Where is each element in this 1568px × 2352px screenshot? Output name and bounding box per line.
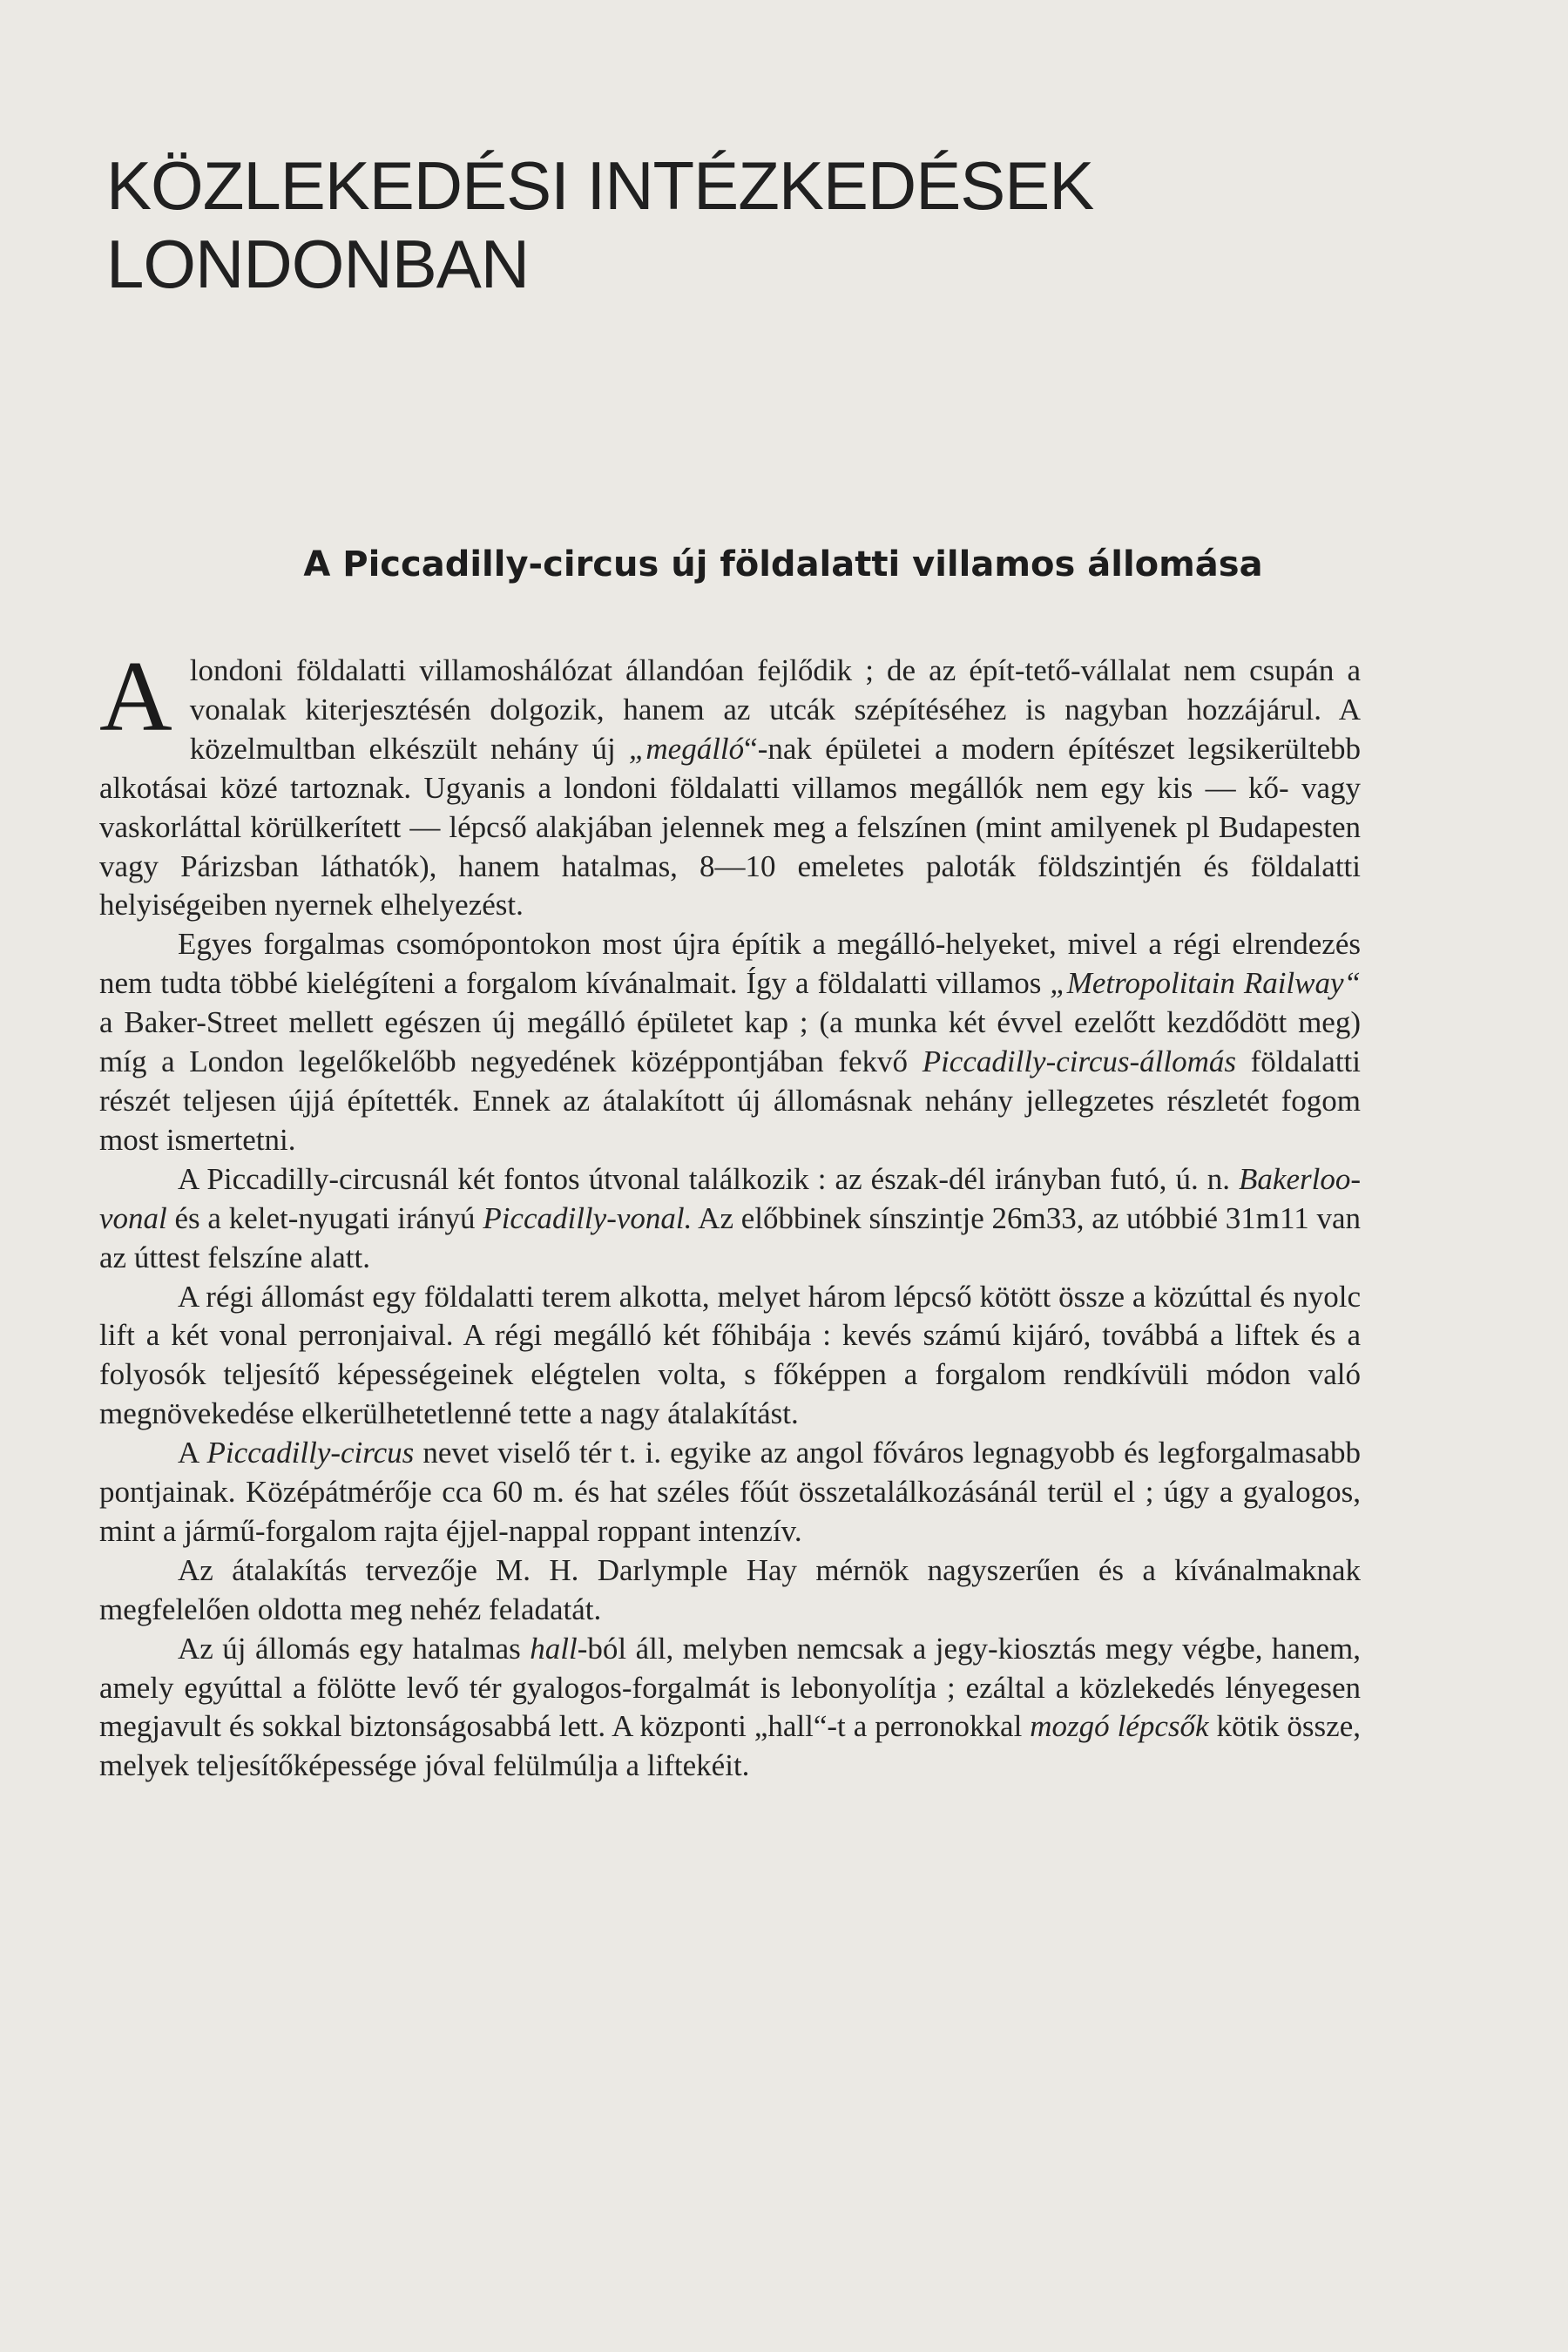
paragraph-1: [99, 641, 1361, 925]
italic-term: mozgó lépcsők: [1030, 1709, 1209, 1744]
paragraph-6: [99, 1551, 1361, 1630]
paragraph-text: -ból áll, melyben nemcsak a jegy-kiosztás megy végbe, hanem, amely egyúttal a fölötte levő tér gyalogos-forgalmát is lebonyolítja ; ezáltal a közlekedés lényegesen megjavult és sokkal biztonságosabbá lett. A központi „hall“-t a perronokkal: [99, 1631, 1361, 1744]
paragraph-text: A: [178, 1436, 207, 1470]
section-title: A Piccadilly-circus új földalatti villamos állomása: [303, 544, 1263, 585]
paragraph-3: [99, 1160, 1361, 1278]
article-title: [106, 146, 1413, 303]
paragraph-text: londoni földalatti villamoshálózat állandóan fejlődik ; de az épít-tető-vállalat nem csupán a vonalak kiterjesztésén dolgozik, hanem az utcák szépítéséhez is nagyban hozzájárul. A közelmultban elkészült nehány új: [189, 653, 1361, 766]
italic-term: Piccadilly-circus: [206, 1436, 415, 1470]
italic-term: Piccadilly-circus-állomás: [922, 1044, 1236, 1079]
italic-term: „Metropolitain Railway“: [1050, 966, 1361, 1001]
article-body: [99, 641, 1361, 1786]
paragraph-text: A Piccadilly-circusnál két fontos útvonal találkozik : az észak-dél irányban futó, ú. n.: [178, 1161, 1240, 1196]
italic-term: Bakerloo-vonal: [99, 1161, 1361, 1235]
paragraph-text: a Baker-Street mellett egészen új megálló épületet kap ; (a munka két évvel ezelőtt kezdődött meg) míg a London legelőkelőbb negyedének középpontjában fekvő: [99, 1005, 1361, 1079]
paragraph-text: nevet viselő tér t. i. egyike az angol főváros legnagyobb és legforgalmasabb pontjainak. Középátmérője cca 60 m. és hat széles főút összetalálkozásánál terül el ; úgy a gyalogos, mint a jármű-forgalom rajta éjjel-nappal roppant intenzív.: [99, 1436, 1361, 1548]
paragraph-text: földalatti részét teljesen újjá építették. Ennek az átalakított új állomásnak nehány jellegzetes részletét fogom most ismertetni.: [99, 1044, 1361, 1157]
paragraph-text: kötik össze, melyek teljesítőképessége jóval felülmúlja a liftekéit.: [99, 1709, 1361, 1783]
paragraph-5: [99, 1434, 1361, 1551]
paragraph-4: [99, 1278, 1361, 1435]
paragraph-2: [99, 925, 1361, 1159]
italic-term: hall: [530, 1631, 578, 1666]
paragraph-text: “-nak épületei a modern építészet legsikerültebb alkotásai közé tartoznak. Ugyanis a londoni földalatti villamos megállók nem egy kis — kő- vagy vaskorláttal körülkerített — lépcső alakjában jelennek meg a felszínen (mint amilyenek pl Budapesten vagy Párizsban láthatók), hanem hatalmas, 8—10 emeletes paloták földszintjén és földalatti helyiségeiben nyernek elhelyezést.: [99, 731, 1361, 923]
italic-term: Piccadilly-vonal.: [483, 1200, 693, 1235]
paragraph-text: Egyes forgalmas csomópontokon most újra építik a megálló-helyeket, mivel a régi elrendezés nem tudta többé kielégíteni a forgalom kívánalmait. Így a földalatti villamos: [99, 927, 1361, 1001]
paragraph-text: Az átalakítás tervezője M. H. Darlymple Hay mérnök nagyszerűen és a kívánalmaknak megfelelően oldotta meg nehéz feladatát.: [99, 1552, 1361, 1626]
article-title-line-2: LONDONBAN: [106, 226, 530, 302]
drop-cap: A: [99, 641, 172, 753]
article-title-line-1: KÖZLEKEDÉSI INTÉZKEDÉSEK: [106, 147, 1094, 224]
paragraph-text: Az új állomás egy hatalmas: [178, 1631, 531, 1666]
paragraph-text: A régi állomást egy földalatti terem alkotta, melyet három lépcső kötött össze a közúttal és nyolc lift a két vonal perronjaival. A régi megálló két főhibája : kevés számú kijáró, továbbá a liftek és a folyosók teljesítő képességeinek elégtelen volta, s főképpen a forgalom rendkívüli módon való megnövekedése elkerülhetetlenné tette a nagy átalakítást.: [99, 1279, 1361, 1431]
paragraph-text: Az előbbinek sínszintje 26m33, az utóbbié 31m11 van az úttest felszíne alatt.: [99, 1200, 1361, 1274]
italic-term: „megálló: [628, 731, 745, 766]
paragraph-7: [99, 1630, 1361, 1787]
paragraph-text: és a kelet-nyugati irányú: [166, 1200, 483, 1235]
